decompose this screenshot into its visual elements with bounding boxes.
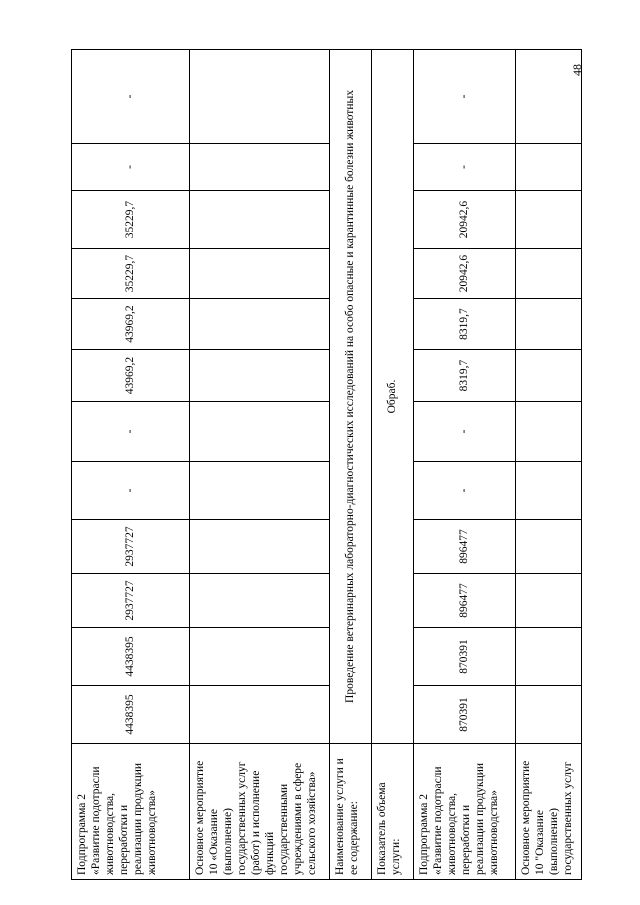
value-cell: 4438395 (72, 628, 190, 686)
value-cell (190, 50, 330, 144)
value-cell (190, 249, 330, 299)
table-row (72, 50, 190, 880)
value-cell (516, 191, 582, 249)
value-cell: - (72, 144, 190, 191)
value-cell: - (414, 462, 516, 520)
table-row (372, 50, 414, 880)
row-span-text: Обраб. (372, 50, 414, 744)
value-cell: - (72, 402, 190, 462)
row-label: Показатель объема услуги: (372, 744, 414, 880)
value-cell: 896477 (414, 520, 516, 574)
value-cell: 4438395 (72, 686, 190, 744)
value-cell: 8319,7 (414, 299, 516, 350)
value-cell (516, 299, 582, 350)
value-cell (516, 628, 582, 686)
value-cell: 20942,6 (414, 191, 516, 249)
value-cell: 2937727 (72, 520, 190, 574)
value-cell (516, 350, 582, 402)
value-cell: - (414, 144, 516, 191)
value-cell: 870391 (414, 686, 516, 744)
value-cell (516, 402, 582, 462)
value-cell (516, 686, 582, 744)
value-cell (190, 144, 330, 191)
value-cell (190, 299, 330, 350)
value-cell: 8319,7 (414, 350, 516, 402)
value-cell: 43969,2 (72, 299, 190, 350)
value-cell (516, 144, 582, 191)
row-label: Подпрограмма 2 «Развитие подотрасли животноводства, переработки и реализации продукции животноводства» (414, 744, 516, 880)
value-cell (516, 462, 582, 520)
table-row (516, 50, 582, 880)
table-row (330, 50, 372, 880)
value-cell (516, 520, 582, 574)
value-cell: 35229,7 (72, 249, 190, 299)
value-cell: - (72, 50, 190, 144)
value-cell (190, 350, 330, 402)
value-cell (190, 520, 330, 574)
value-cell: 43969,2 (72, 350, 190, 402)
value-cell (190, 628, 330, 686)
value-cell: 870391 (414, 628, 516, 686)
value-cell: 35229,7 (72, 191, 190, 249)
table-row (190, 50, 330, 880)
page-number: 48 (570, 64, 584, 76)
value-cell: 896477 (414, 574, 516, 628)
value-cell (190, 462, 330, 520)
value-cell (190, 686, 330, 744)
table-row (414, 50, 516, 880)
document-table (71, 49, 582, 880)
value-cell: - (72, 462, 190, 520)
row-label: Наименование услуги и ее содержание: (330, 744, 372, 880)
row-label: Основное мероприятие 10 «Оказание (выполнение) государственных услуг (работ) и исполнение функций государственными учреждениями в сфере сельского хозяйства» (190, 744, 330, 880)
value-cell (516, 249, 582, 299)
row-label: Основное мероприятие 10 "Оказание (выполнение) государственных услуг (516, 744, 582, 880)
value-cell (516, 574, 582, 628)
value-cell: 20942,6 (414, 249, 516, 299)
value-cell: 2937727 (72, 574, 190, 628)
value-cell (190, 574, 330, 628)
row-span-text: Проведение ветеринарных лабораторно-диагностических исследований на особо опасные и карантинные болезни животных (330, 50, 372, 744)
value-cell: - (414, 402, 516, 462)
value-cell (190, 402, 330, 462)
value-cell (190, 191, 330, 249)
value-cell: - (414, 50, 516, 144)
row-label: Подпрограмма 2 «Развитие подотрасли животноводства, переработки и реализации продукции животноводства» (72, 744, 190, 880)
